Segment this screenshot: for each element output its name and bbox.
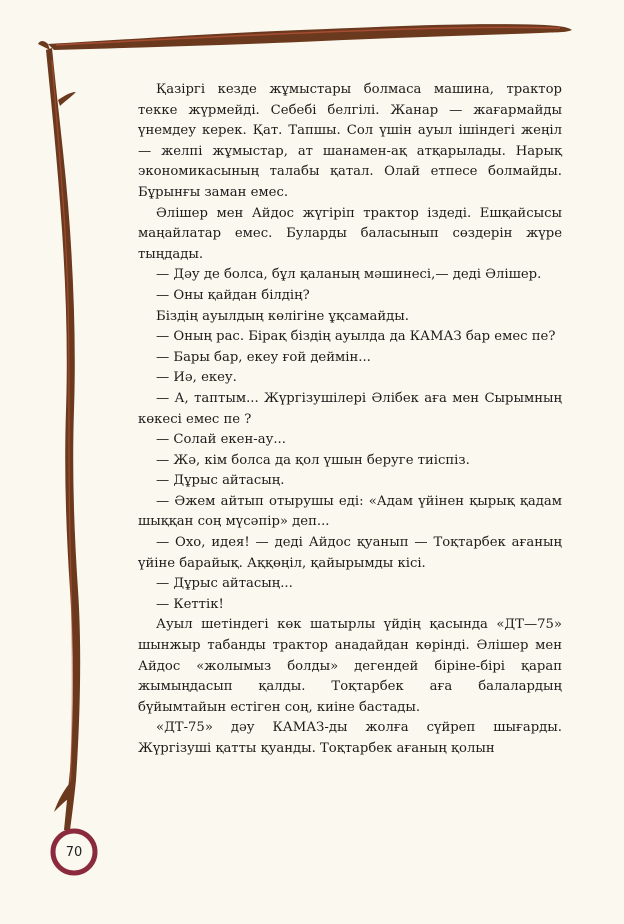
dialogue-line: — Дәу де болса, бұл қаланың мәшинесі,— деді Әлішер. <box>156 267 542 283</box>
left-branch <box>46 48 80 830</box>
paragraph: Әлішер мен Айдос жүгіріп трактор іздеді. Ешқайсысы маңайлатар емес. Буларды баласынып сөздерін жүре тыңдады. <box>138 205 562 262</box>
dialogue-line: — Иә, екеу. <box>156 370 237 386</box>
dialogue-line: — Солай екен-ау... <box>156 432 286 448</box>
dialogue-line: — Дұрыс айтасың. <box>156 473 285 489</box>
paragraph: Қазіргі кезде жұмыстары болмаса машина, трактор текке жүрмейді. Себебі белгілі. Жанар — жағармайды үнемдеу керек. Қат. Тапшы. Сол үшін ауыл ішіндегі жеңіл — желпі жұмыстар, ат шанамен-ақ атқарылады. Нарық экономикасының талабы қатал. Олай етпесе болмайды. Бұрынғы заман емес. <box>138 82 562 200</box>
page-number: 70 <box>65 845 83 860</box>
branch-twig-top <box>58 92 76 106</box>
paragraph: «ДТ-75» дәу КАМАЗ-ды жолға сүйреп шығарды. Жүргізуші қатты қуанды. Тоқтарбек ағаның қолын <box>138 720 562 756</box>
dialogue-line: — Дұрыс айтасың... <box>156 576 293 592</box>
dialogue-line: Біздің ауылдың көлігіне ұқсамайды. <box>156 308 409 324</box>
dialogue-line: — Кеттік! <box>156 596 224 612</box>
body-text <box>138 80 562 760</box>
dialogue-line: — Жә, кім болса да қол үшын беруге тиіспіз. <box>156 452 470 468</box>
dialogue-line: — А, таптым... Жүргізушілері Әлібек аға мен Сырымның көкесі емес пе ? <box>138 390 562 427</box>
dialogue-line: — Охо, идея! — деді Айдос қуанып — Тоқтарбек ағаның үйіне барайық. Аққөңіл, қайырымды кісі. <box>138 535 562 571</box>
dialogue-line: — Оны қайдан білдің? <box>156 287 310 303</box>
dialogue-line: — Әжем айтып отырушы еді: «Адам үйінен қырық қадам шыққан соң мүсәпір» деп... <box>138 493 562 530</box>
dialogue-line: — Бары бар, екеу ғой деймін... <box>156 349 371 365</box>
dialogue-line: — Оның рас. Бірақ біздің ауылда да КАМАЗ бар емес пе? <box>156 329 556 345</box>
branch-twig-left <box>38 41 50 50</box>
paragraph: Ауыл шетіндегі көк шатырлы үйдің қасында «ДТ—75» шынжыр табанды трактор анадайдан көрінді. Әлішер мен Айдос «жолымыз болды» дегендей біріне-бірі қарап жымыңдасып қалды. Тоқтарбек аға балалардың бүйымтайын естіген соң, киіне бастады. <box>138 617 562 715</box>
